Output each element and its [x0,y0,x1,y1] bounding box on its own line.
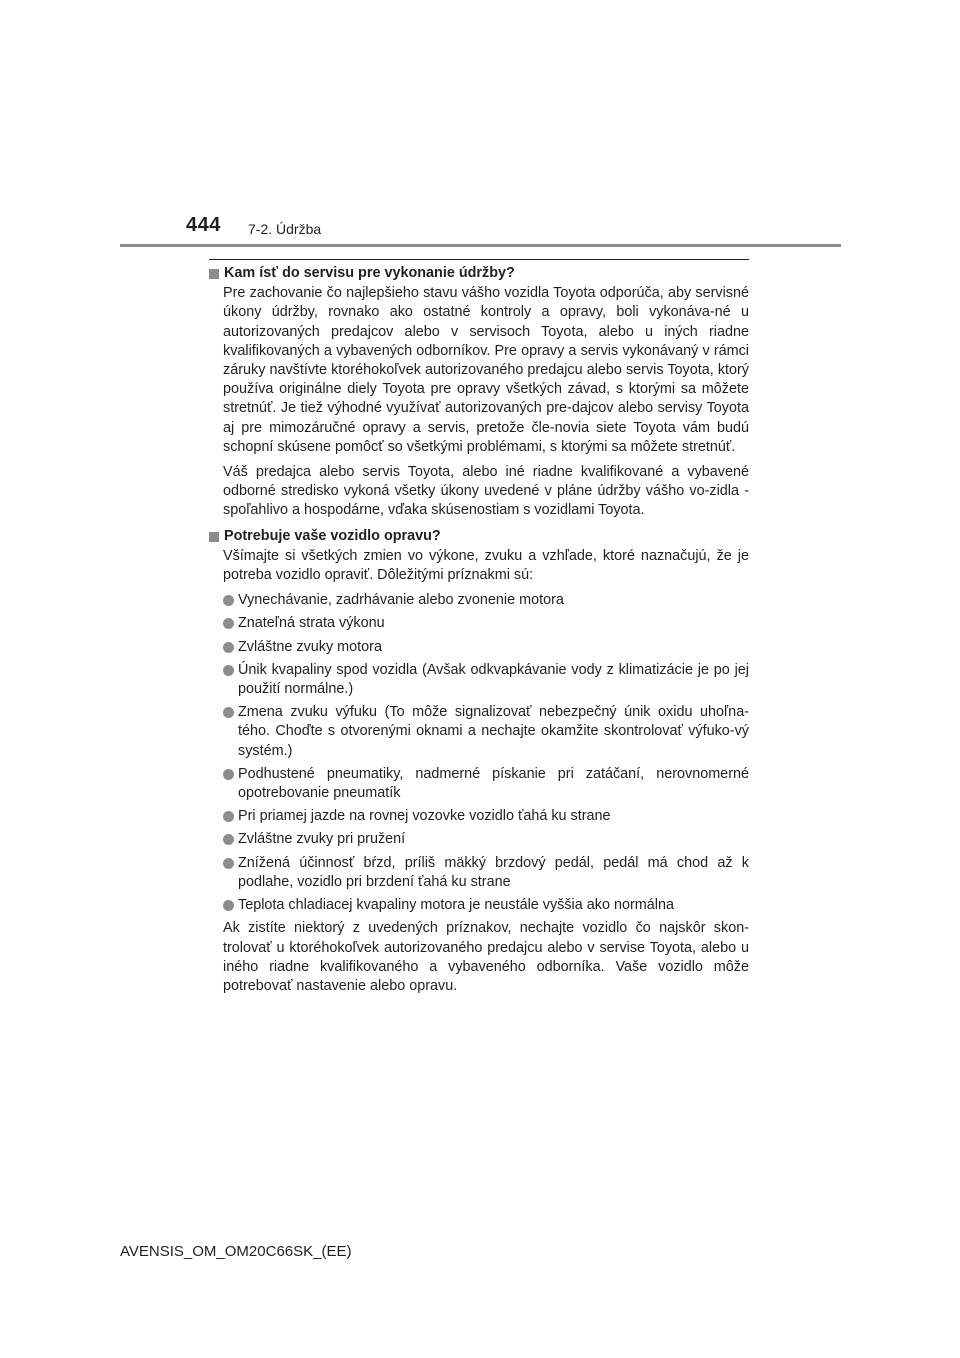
header-divider [120,244,841,247]
list-item [209,661,749,699]
list-item [209,830,749,849]
list-item [209,807,749,826]
circle-bullet-icon [223,707,234,718]
section-heading [209,264,749,283]
paragraph: Pre zachovanie čo najlepšieho stavu vášho vozidla Toyota odporúča, aby servisné úkony údržby, rovnako ako ostatné kontroly a opravy, boli vykonáva-né u autorizovaných predajcov alebo v servisoch Toyota, alebo u iných riadne kvalifikovaných a vybavených odborníkov. Pre opravy a servis vykonávaný v rámci záruky navštívte ktoréhokoľvek autorizovaného predajcu alebo servis Toyota, ktorý používa originálne diely Toyota pre opravy všetkých závad, s ktorými sa môžete stretnúť. Je tiež výhodné využívať autorizovaných pre-dajcov alebo servisy Toyota aj pre mimozáručné opravy a servis, pretože čle-novia siete Toyota vám budú schopní skúsene pomôcť so všetkými problémami, s ktorými sa môžete stretnúť. [223,285,749,455]
section-heading-text: Kam ísť do servisu pre vykonanie údržby? [224,265,515,281]
circle-bullet-icon [223,618,234,629]
list-item-text: Zmena zvuku výfuku (To môže signalizovať nebezpečný únik oxidu uhoľna-tého. Choďte s otvorenými oknami a nechajte okamžite skontrolovať výfuko-vý systém.) [238,704,749,759]
paragraph: Ak zistíte niektorý z uvedených príznakov, nechajte vozidlo čo najskôr skon-trolovať u ktoréhokoľvek autorizovaného predajcu alebo v servise Toyota, alebo u iného riadne kvalifikovaného a vybaveného odborníka. Vaše vozidlo môže potrebovať nastavenie alebo opravu. [223,920,749,994]
list-item-text: Zvláštne zvuky motora [238,638,382,655]
list-item-text: Zvláštne zvuky pri pružení [238,831,406,848]
paragraph: Všímajte si všetkých zmien vo výkone, zvuku a vzhľade, ktoré naznačujú, že je potreba vozidlo opraviť. Dôležitými príznakmi sú: [223,547,749,584]
list-item-text: Pri priamej jazde na rovnej vozovke vozidlo ťahá ku strane [238,808,611,825]
circle-bullet-icon [223,642,234,653]
list-item-text: Podhustené pneumatiky, nadmerné pískanie pri zatáčaní, nerovnomerné opotrebovanie pneumatík [238,765,749,802]
list-item-text: Znížená účinnosť bŕzd, príliš mäkký brzdový pedál, pedál má chod až k podlahe, vozidlo pri brzdení ťahá ku strane [238,854,749,890]
circle-bullet-icon [223,665,234,676]
section-heading [209,527,749,546]
circle-bullet-icon [223,858,234,869]
circle-bullet-icon [223,769,234,780]
square-bullet-icon [209,532,219,542]
content-top-divider [209,259,749,260]
circle-bullet-icon [223,900,234,911]
list-item [209,638,749,657]
list-item [209,765,749,803]
circle-bullet-icon [223,834,234,845]
circle-bullet-icon [223,595,234,606]
list-item [209,591,749,610]
page-number: 444 [186,214,221,236]
list-item-text: Únik kvapaliny spod vozidla (Avšak odkvapkávanie vody z klimatizácie je po jej použití normálne.) [238,661,749,698]
list-item [209,896,749,915]
symptom-list [209,591,749,915]
paragraph: Váš predajca alebo servis Toyota, alebo iné riadne kvalifikované a vybavené odborné stredisko vykoná všetky úkony uvedené v pláne údržby vášho vo-zidla - spoľahlivo a hospodárne, vďaka skúsenostiam s vozidlami Toyota. [223,464,749,519]
list-item [209,703,749,761]
list-item [209,854,749,892]
list-item-text: Teplota chladiacej kvapaliny motora je neustále vyššia ako normálna [238,897,674,914]
circle-bullet-icon [223,811,234,822]
section-heading-text: Potrebuje vaše vozidlo opravu? [224,527,441,544]
page-content [209,264,749,1002]
square-bullet-icon [209,269,219,279]
list-item [209,614,749,633]
section-title: 7-2. Údržba [248,221,322,237]
list-item-text: Vynechávanie, zadrhávanie alebo zvonenie motora [238,592,564,609]
document-code: AVENSIS_OM_OM20C66SK_(EE) [120,1243,352,1260]
list-item-text: Znateľná strata výkonu [238,615,385,632]
